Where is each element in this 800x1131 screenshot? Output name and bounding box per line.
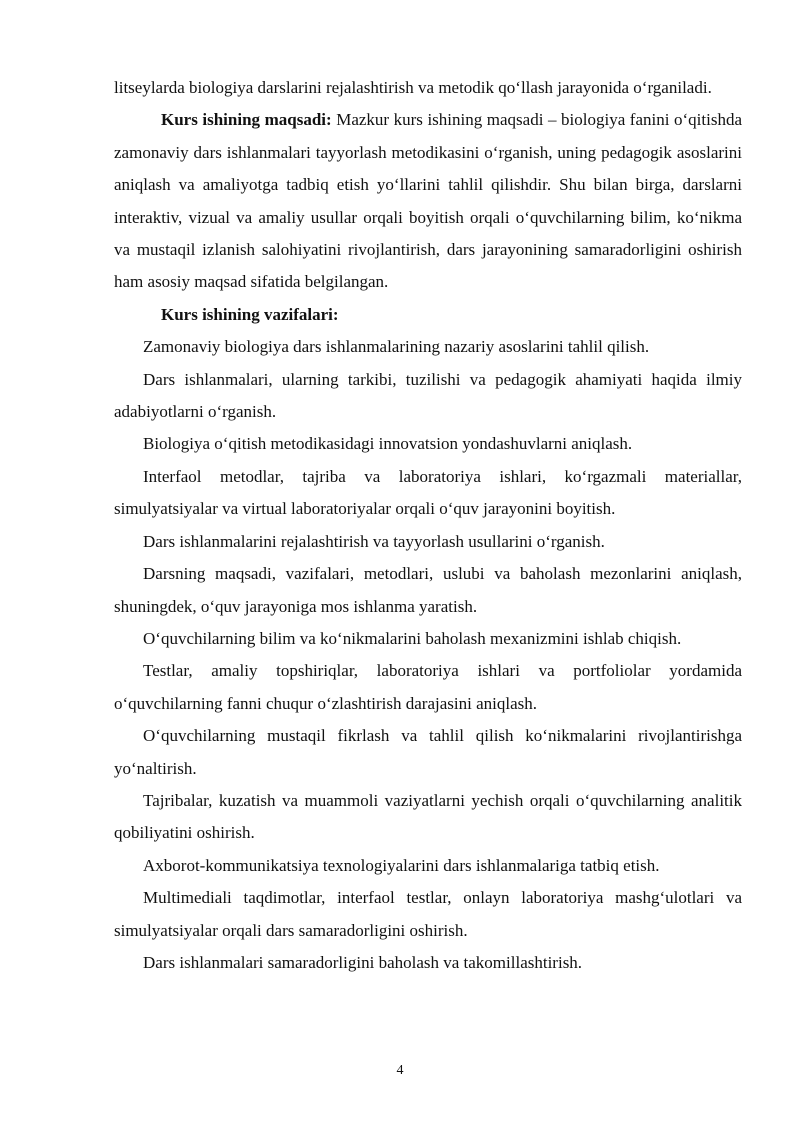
task-item: Multimediali taqdimotlar, interfaol testlar, onlayn laboratoriya mashg‘ulotlari va simulyatsiyalar orqali dars samaradorligini oshirish. [114,888,742,940]
task-item: Zamonaviy biologiya dars ishlanmalarining nazariy asoslarini tahlil qilish. [143,337,650,357]
goal-paragraph [114,104,742,298]
tasks-heading: Kurs ishining vazifalari: [161,304,339,324]
task-item: Dars ishlanmalari samaradorligini baholash va takomillashtirish. [143,952,583,972]
task-item: Interfaol metodlar, tajriba va laboratoriya ishlari, ko‘rgazmali materiallar, simulyatsiyalar va virtual laboratoriyalar orqali o‘quv jarayonini boyitish. [114,466,742,519]
task-item: Testlar, amaliy topshiriqlar, laboratoriya ishlari va portfoliolar yordamida o‘quvchilarning fanni chuqur o‘zlashtirish darajasini aniqlash. [114,661,742,713]
task-item: Biologiya o‘qitish metodikasidagi innovatsion yondashuvlarni aniqlash. [143,434,633,454]
continuation-paragraph: litseylarda biologiya darslarini rejalashtirish va metodik qo‘llash jarayonida o‘rganiladi. [114,78,712,97]
goal-text: Mazkur kurs ishining maqsadi – biologiya fanini o‘qitishda zamonaviy dars ishlanmalari tayyorlash metodikasini o‘rganish, uning pedagogik asoslarini aniqlash va amaliyotga tadbiq etish yo‘llarini tahlil qilishdir. Shu bilan birga, darslarni interaktiv, vizual va amaliy usullar orqali boyitish orqali o‘quvchilarning bilim, ko‘nikma va mustaqil izlanish salohiyatini rivojlantirish, dars jarayonining samaradorligini oshirish ham asosiy maqsad sifatida belgilangan. [114,110,742,292]
task-item: Dars ishlanmalarini rejalashtirish va tayyorlash usullarini o‘rganish. [143,531,605,551]
document-page [114,72,742,979]
task-item: Dars ishlanmalari, ularning tarkibi, tuzilishi va pedagogik ahamiyati haqida ilmiy adabiyotlarni o‘rganish. [114,369,742,422]
task-item: Tajribalar, kuzatish va muammoli vaziyatlarni yechish orqali o‘quvchilarning analitik qobiliyatini oshirish. [114,790,742,843]
task-item: Axborot-kommunikatsiya texnologiyalarini dars ishlanmalariga tatbiq etish. [143,855,660,875]
page-number: 4 [396,1063,404,1078]
goal-heading: Kurs ishining maqsadi: [161,110,332,130]
task-item: O‘quvchilarning mustaqil fikrlash va tahlil qilish ko‘nikmalarini rivojlantirishga yo‘naltirish. [114,726,742,778]
task-item: O‘quvchilarning bilim va ko‘nikmalarini baholash mexanizmini ishlab chiqish. [143,628,682,648]
task-item: Darsning maqsadi, vazifalari, metodlari, uslubi va baholash mezonlarini aniqlash, shuningdek, o‘quv jarayoniga mos ishlanma yaratish. [114,564,742,616]
